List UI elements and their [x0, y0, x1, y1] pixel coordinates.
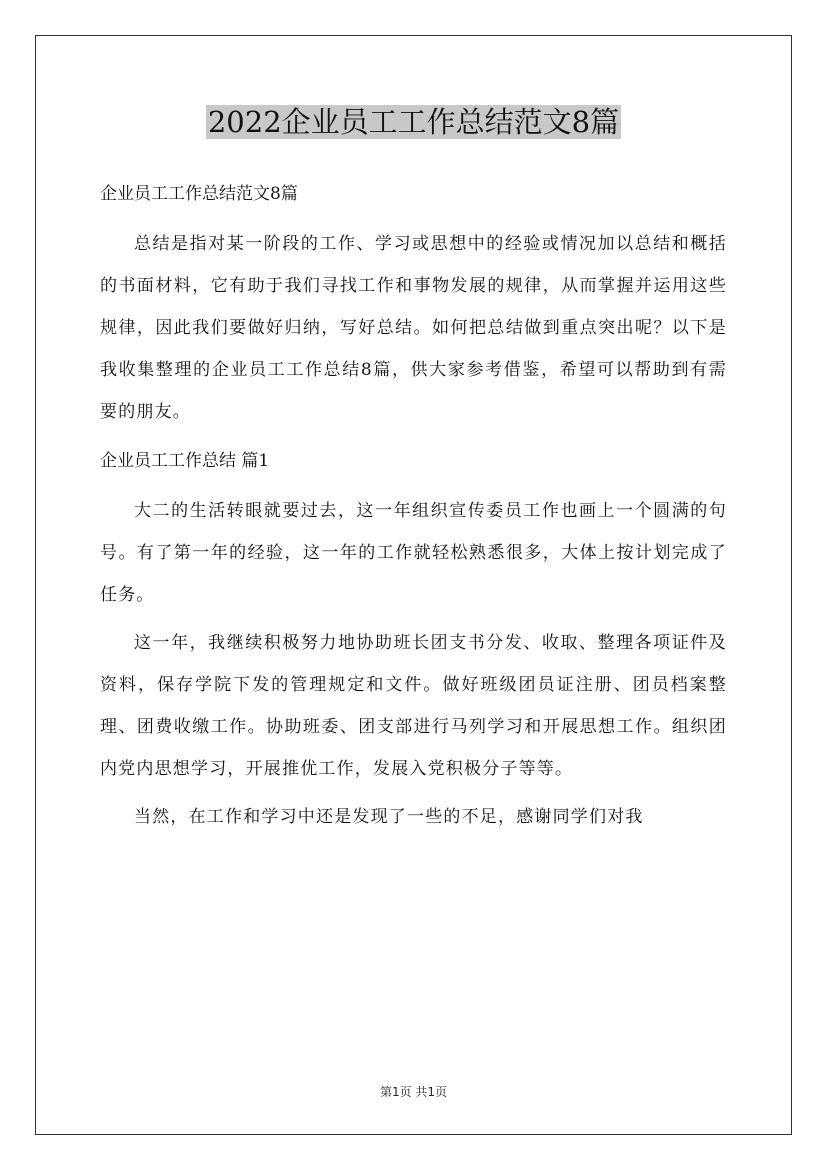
- document-title-text: 2022企业员工工作总结范文8篇: [207, 105, 620, 139]
- body-paragraph: 这一年，我继续积极努力地协助班长团支书分发、收取、整理各项证件及资料，保存学院下发的管理规定和文件。做好班级团员证注册、团员档案整理、团费收缴工作。协助班委、团支部进行马列学习和开展思想工作。组织团内党内思想学习，开展推优工作，发展入党积极分子等等。: [100, 633, 727, 779]
- body-paragraph: 当然，在工作和学习中还是发现了一些的不足，感谢同学们对我: [134, 807, 644, 827]
- page-footer: 第1页 共1页: [379, 1085, 448, 1099]
- document-body: [100, 172, 727, 838]
- document-title: [0, 98, 827, 146]
- intro-paragraph: 总结是指对某一阶段的工作、学习或思想中的经验或情况加以总结和概括的书面材料，它有助于我们寻找工作和事物发展的规律，从而掌握并运用这些规律，因此我们要做好归纳，写好总结。如何把总结做到重点突出呢？以下是我收集整理的企业员工工作总结8篇，供大家参考借鉴，希望可以帮助到有需要的朋友。: [100, 234, 727, 422]
- section-heading: 企业员工工作总结 篇1: [100, 451, 270, 471]
- document-subtitle: 企业员工工作总结范文8篇: [100, 184, 298, 204]
- body-paragraph: 大二的生活转眼就要过去，这一年组织宣传委员工作也画上一个圆满的句号。有了第一年的经验，这一年的工作就轻松熟悉很多，大体上按计划完成了任务。: [100, 501, 727, 605]
